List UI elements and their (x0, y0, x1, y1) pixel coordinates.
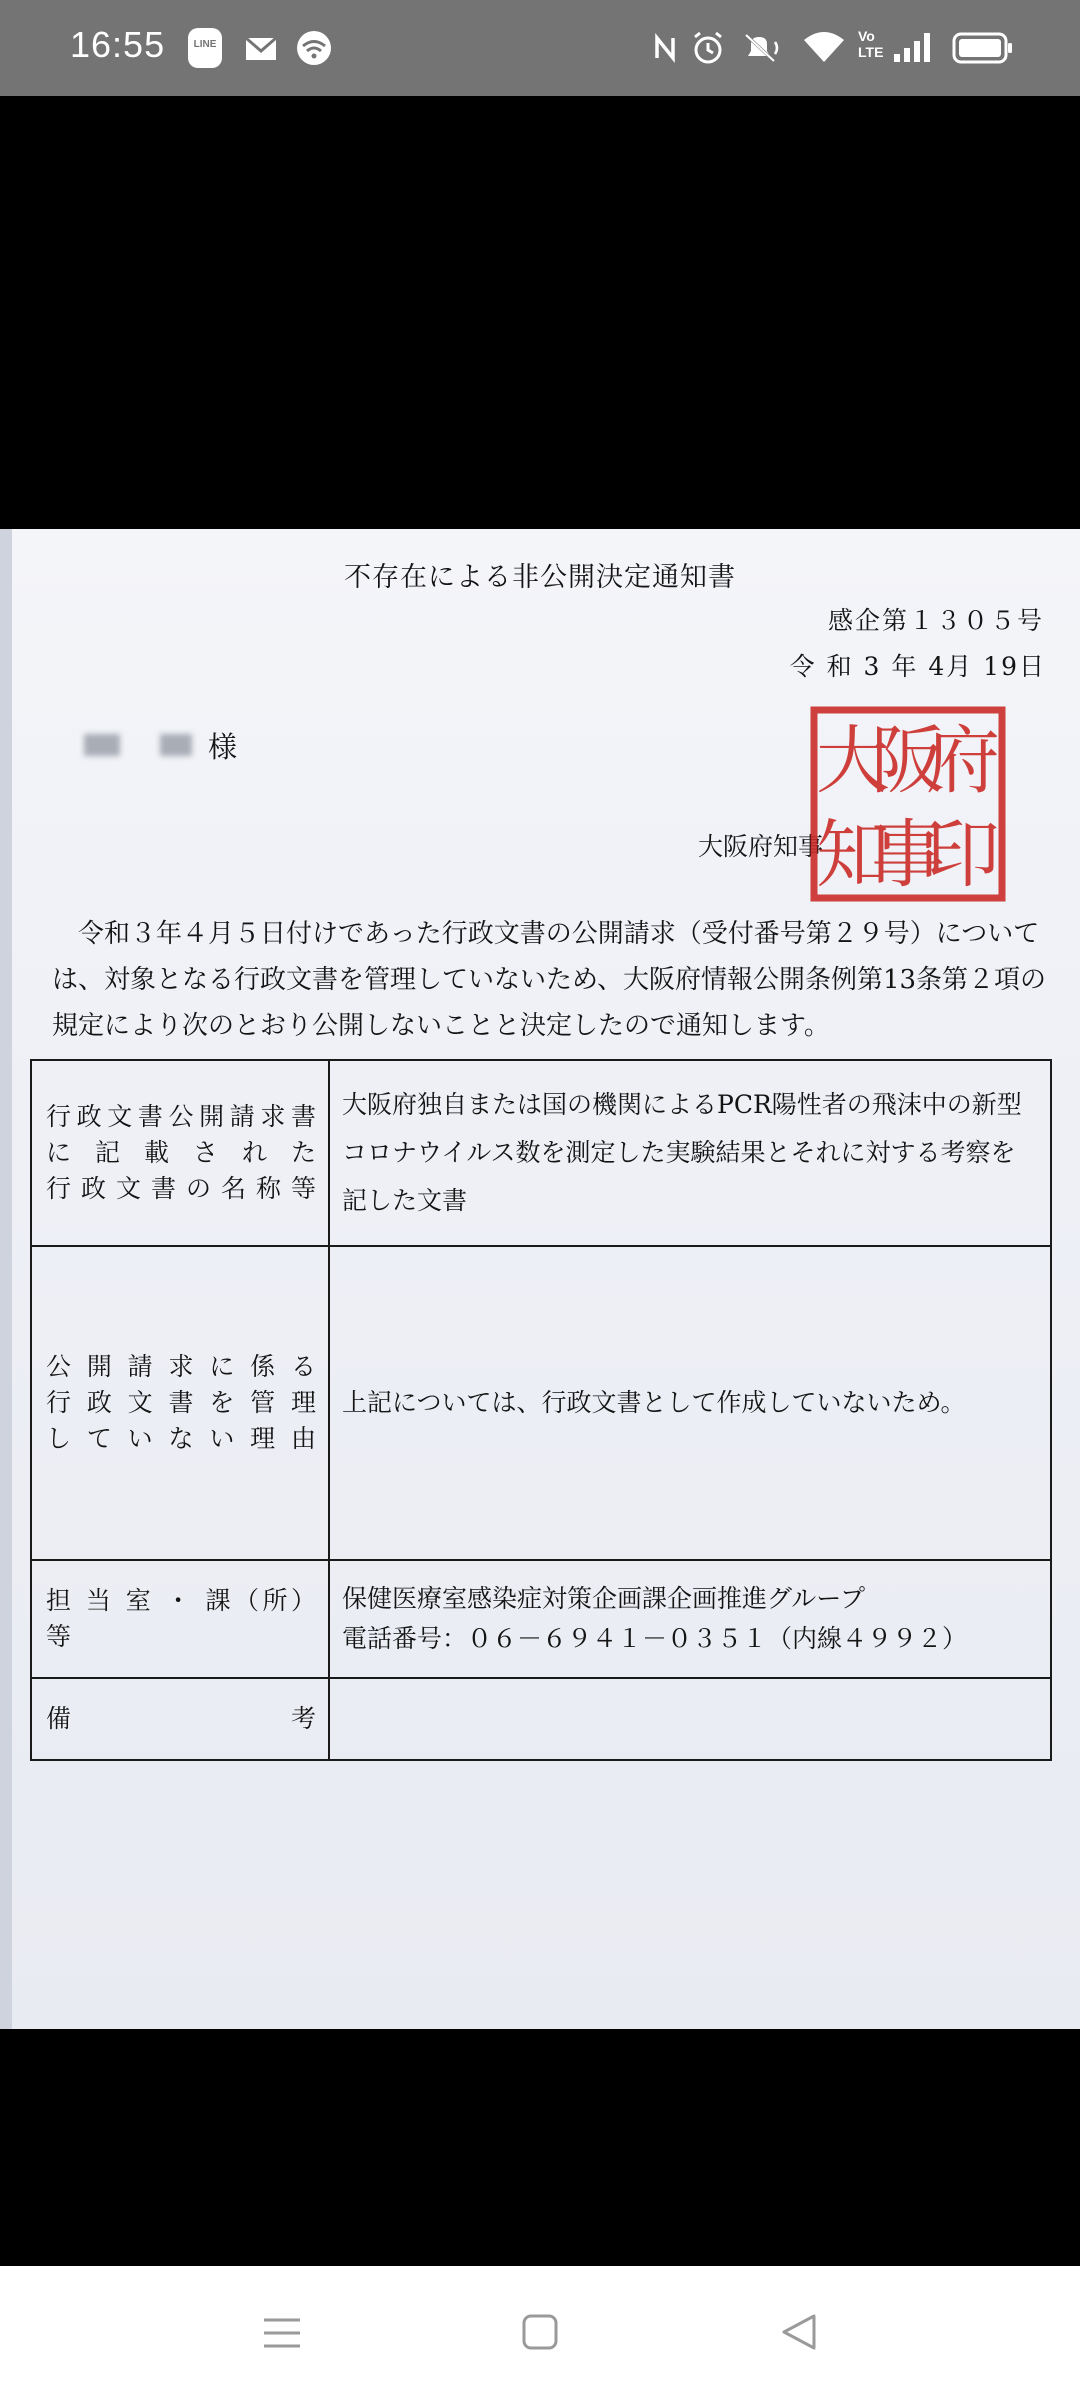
battery-icon (952, 28, 1014, 68)
svg-text:大: 大 (816, 718, 890, 804)
notice-table (30, 1059, 1052, 1761)
alarm-icon (690, 28, 726, 68)
navigation-bar (0, 2266, 1080, 2400)
status-bar (0, 0, 1080, 96)
home-button[interactable] (510, 2308, 570, 2358)
svg-text:府: 府 (926, 718, 1000, 804)
table-value-remarks (329, 1678, 1051, 1760)
line-icon: LINE (188, 28, 222, 68)
table-label-department: 担 当 室 ・ 課（所）等 (31, 1560, 329, 1678)
svg-text:印: 印 (926, 812, 1000, 898)
mail-icon (244, 28, 278, 68)
signal-icon (892, 28, 936, 68)
table-row (31, 1246, 1051, 1560)
document-photo[interactable] (0, 529, 1080, 2029)
table-label-document-name: 行政文書公開請求書 に 記 載 さ れ た 行政文書の名称等 (31, 1060, 329, 1246)
notice-body-text: 令和３年４月５日付けであった行政文書の公開請求（受付番号第２９号）については、対象となる行政文書を管理していないため、大阪府情報公開条例第13条第２項の規定により次のとおり公開しないことと決定したので通知します。 (52, 919, 1047, 1041)
wifi-hotspot-icon (294, 28, 334, 68)
table-row (31, 1060, 1051, 1246)
sender: 大阪府知事 (698, 832, 824, 861)
table-row (31, 1678, 1051, 1760)
redacted-name-part (160, 734, 192, 756)
table-row (31, 1560, 1051, 1678)
reference-number: 感企第１３０５号 (827, 606, 1044, 635)
addressee-suffix: 様 (208, 730, 238, 764)
paper-edge (0, 529, 12, 2029)
nfc-icon (652, 28, 678, 68)
svg-text:知: 知 (816, 812, 890, 898)
table-label-reason: 公 開 請 求 に 係 る 行 政 文 書 を 管 理 し て い な い 理 由 (31, 1246, 329, 1560)
table-label-remarks: 備 考 (31, 1678, 329, 1760)
menu-button[interactable] (252, 2308, 312, 2358)
table-value-reason: 上記については、行政文書として作成していないため。 (329, 1246, 1051, 1560)
wifi-icon (802, 28, 846, 68)
back-button[interactable] (770, 2308, 830, 2358)
document-date: 令 和 3 年 4月 19日 (789, 652, 1046, 681)
status-time: 16:55 (70, 24, 166, 65)
svg-text:事: 事 (871, 812, 945, 898)
table-value-department: 保健医療室感染症対策企画課企画推進グループ 電話番号：０６－６９４１－０３５１（内線４９９２） (329, 1560, 1051, 1678)
svg-text:阪: 阪 (871, 718, 945, 804)
redacted-name-part (84, 734, 120, 756)
volte-icon: Vo LTE (858, 28, 884, 60)
document-title: 不存在による非公開決定通知書 (344, 562, 736, 593)
image-viewer[interactable] (0, 96, 1080, 2266)
mute-icon (740, 28, 784, 68)
official-seal (808, 704, 1008, 904)
notice-body (52, 911, 1062, 1049)
table-value-document-name: 大阪府独自または国の機関によるPCR陽性者の飛沫中の新型コロナウイルス数を測定した実験結果とそれに対する考察を記した文書 (329, 1060, 1051, 1246)
